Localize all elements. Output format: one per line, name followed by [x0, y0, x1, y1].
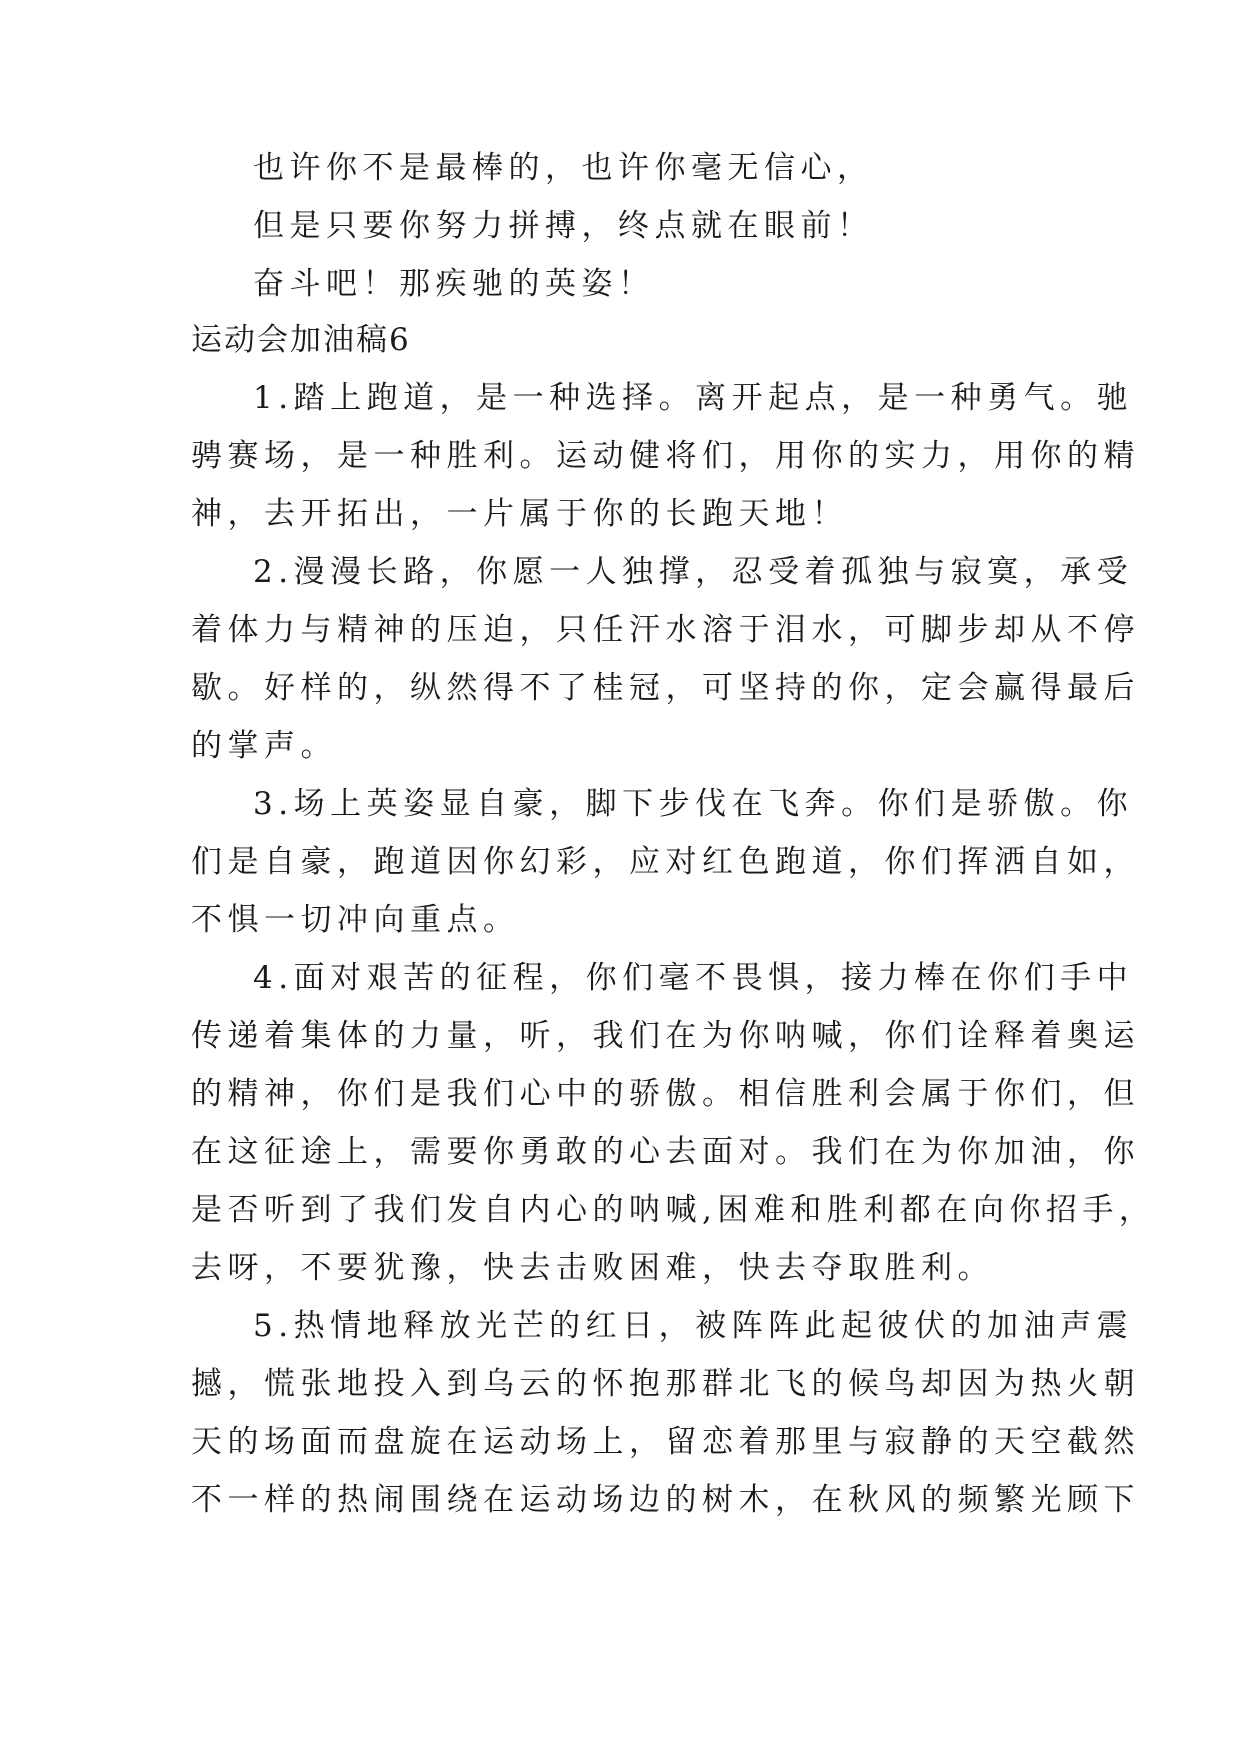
poem-line: 奋斗吧！那疾驰的英姿！ — [253, 266, 655, 302]
paragraph-line: 天的场面而盘旋在运动场上，留恋着那里与寂静的天空截然 — [191, 1424, 1140, 1460]
poem-line: 也许你不是最棒的，也许你毫无信心， — [253, 150, 874, 186]
paragraph-line: 骋赛场，是一种胜利。运动健将们，用你的实力，用你的精 — [191, 438, 1140, 474]
paragraph-line: 在这征途上，需要你勇敢的心去面对。我们在为你加油，你 — [191, 1134, 1140, 1170]
paragraph-line: 的精神，你们是我们心中的骄傲。相信胜利会属于你们，但 — [191, 1076, 1140, 1112]
paragraph-line: 5.热情地释放光芒的红日，被阵阵此起彼伏的加油声震 — [253, 1308, 1134, 1344]
paragraph-line: 4.面对艰苦的征程，你们毫不畏惧，接力棒在你们手中 — [253, 960, 1134, 996]
paragraph-line: 传递着集体的力量，听，我们在为你呐喊，你们诠释着奥运 — [191, 1018, 1140, 1054]
paragraph-line: 神，去开拓出，一片属于你的长跑天地！ — [191, 496, 848, 532]
paragraph-line: 去呀，不要犹豫，快去击败困难，快去夺取胜利。 — [191, 1250, 994, 1286]
paragraph-line: 歇。好样的，纵然得不了桂冠，可坚持的你，定会赢得最后 — [191, 670, 1140, 706]
paragraph-line: 3.场上英姿显自豪，脚下步伐在飞奔。你们是骄傲。你 — [253, 786, 1134, 822]
section-heading: 运动会加油稿6 — [191, 322, 411, 358]
paragraph-line: 不惧一切冲向重点。 — [191, 902, 520, 938]
paragraph-line: 1.踏上跑道，是一种选择。离开起点，是一种勇气。驰 — [253, 380, 1134, 416]
paragraph-line: 们是自豪，跑道因你幻彩，应对红色跑道，你们挥洒自如， — [191, 844, 1140, 880]
poem-line: 但是只要你努力拼搏，终点就在眼前！ — [253, 208, 874, 244]
paragraph-line: 2.漫漫长路，你愿一人独撑，忍受着孤独与寂寞，承受 — [253, 554, 1134, 590]
paragraph-line: 是否听到了我们发自内心的呐喊,困难和胜利都在向你招手， — [191, 1192, 1156, 1228]
paragraph-line: 撼，慌张地投入到乌云的怀抱那群北飞的候鸟却因为热火朝 — [191, 1366, 1140, 1402]
paragraph-line: 的掌声。 — [191, 728, 337, 764]
paragraph-line: 着体力与精神的压迫，只任汗水溶于泪水，可脚步却从不停 — [191, 612, 1140, 648]
paragraph-line: 不一样的热闹围绕在运动场边的树木，在秋风的频繁光顾下 — [191, 1482, 1140, 1518]
